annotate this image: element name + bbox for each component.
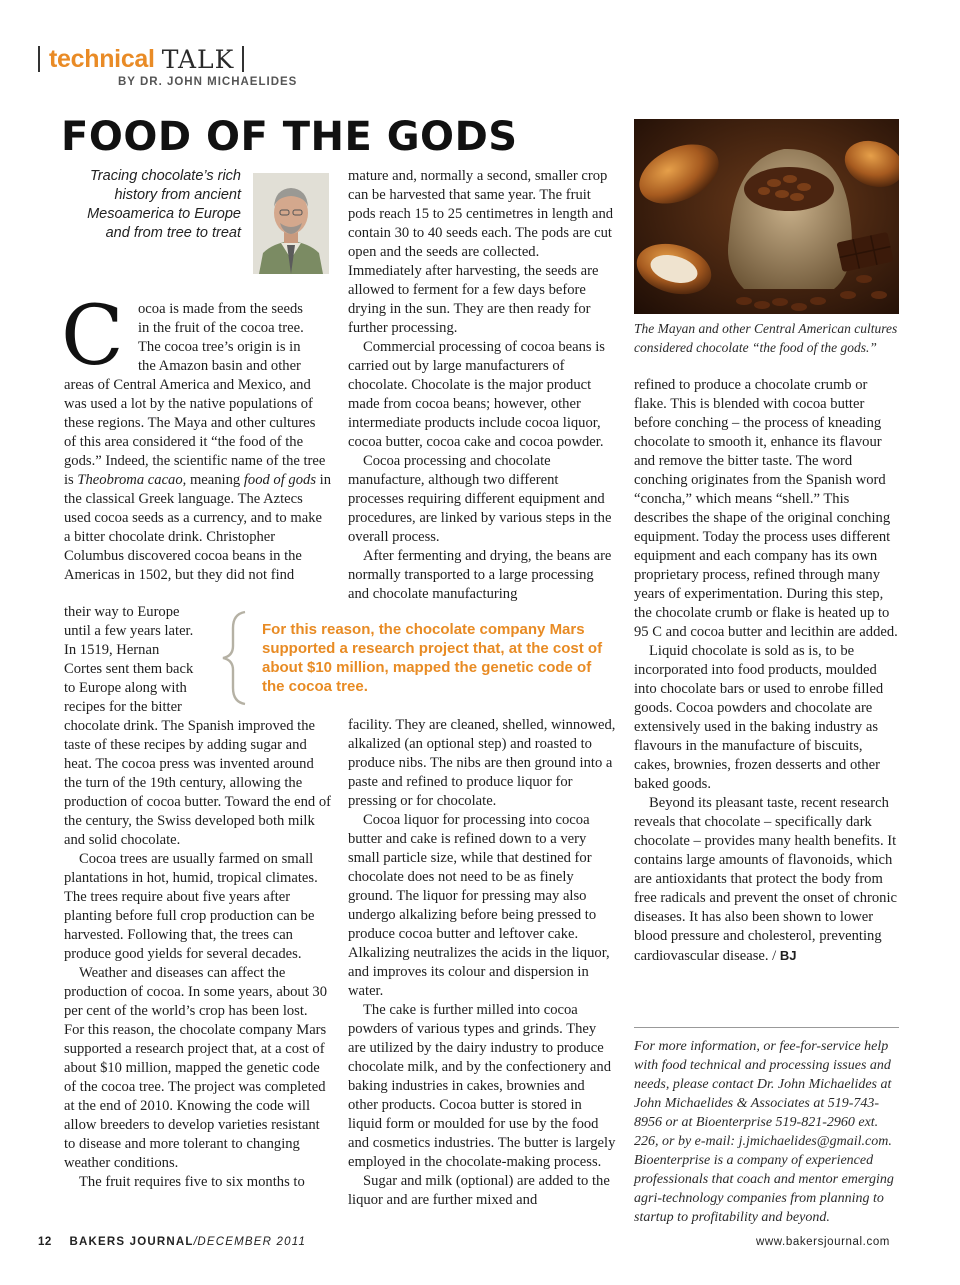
- col2-paragraph: Cocoa processing and chocolate manufacture, although two different processes requiring different equipment and procedures, are linked by various steps in the overall process.: [348, 453, 612, 545]
- col1-narrow-line: Cortes sent them back: [64, 661, 194, 677]
- col2-paragraph: mature and, normally a second, smaller crop can be harvested that same year. The fruit pods reach 15 to 25 centimetres in length and contain 30 to 40 seeds each. The pods are cut open and the seeds are collected. Immediately after harvesting, the seeds are allowed to ferment for a few days before drying in the sun. They are then ready for further processing.: [348, 168, 614, 336]
- pull-quote: For this reason, the chocolate company Mars supported a research project that, at the cost of about $10 million, mapped the genetic code of the cocoa tree.: [262, 621, 603, 695]
- col2-paragraph: Commercial processing of cocoa beans is carried out by large manufacturers of chocolate. Chocolate is the major product made from cocoa beans; however, other intermediate products include cocoa liquor, cocoa butter, cocoa cake and cocoa powder.: [348, 339, 605, 450]
- drop-cap: C: [61, 289, 124, 384]
- col2-paragraph: facility. They are cleaned, shelled, winnowed, alkalized (an optional step) and roasted to produce nibs. The nibs are then ground into a paste and refined to produce liquor for pressing or for chocolate.: [348, 717, 616, 809]
- col1-wrap-line: The cocoa tree’s origin is in: [138, 339, 301, 355]
- col1-paragraph: Cocoa trees are usually farmed on small plantations in hot, humid, tropical climates. The trees require about five years after planting before full crop production can be harvested. Following that, the trees can produce good yields for several decades.: [64, 851, 318, 962]
- col2-paragraph: After fermenting and drying, the beans are normally transported to a large processing and chocolate manufacturing: [348, 548, 612, 602]
- col2-body-top: [348, 167, 616, 604]
- col1-paragraph: Weather and diseases can affect the production of cocoa. In some years, about 30 per cent of the world’s crop has been lost. For this reason, the chocolate company Mars supported a research project that, at a cost of about $10 million, mapped the genetic code of the cocoa tree. The project was completed at the end of 2010. Knowing the code will allow breeders to develop varieties resistant to disease and more tolerant to changing weather conditions.: [64, 965, 328, 1171]
- cocoa-photo: [634, 119, 899, 314]
- col1-narrow-line: to Europe along with: [64, 680, 187, 696]
- footer-slash: /: [193, 1236, 198, 1248]
- col1-narrow-line: their way to Europe: [64, 604, 180, 620]
- rubric-left-bar: [38, 46, 40, 72]
- photo-caption: The Mayan and other Central American cultures considered chocolate “the food of the gods.”: [634, 321, 898, 355]
- pull-quote-brace: [219, 610, 251, 706]
- col1-paragraph: chocolate drink. The Spanish improved the taste of these recipes by adding sugar and heat. The cocoa press was invented around the turn of the 19th century, allowing the production of cocoa butter. Toward the end of the century, the Swiss developed both milk and solid chocolate.: [64, 718, 331, 848]
- col1-paragraph: areas of Central America and Mexico, and was used a lot by the native populations of these regions. The Maya and other cultures of this area considered it “the food of the gods.” Indeed, the scientific name of the tree is Theobroma cacao, meaning food of gods in the classical Greek language. The Aztecs used cocoa seeds as a currency, and to make a bitter chocolate drink. Christopher Columbus discovered cocoa beans in the Americas in 1502, but they did not find: [64, 377, 332, 583]
- col1-wrap-line: the Amazon basin and other: [138, 358, 301, 374]
- col1-wrap-line: in the fruit of the cocoa tree.: [138, 320, 304, 336]
- col1-body-top: [64, 376, 331, 585]
- info-divider: [634, 1027, 899, 1028]
- byline: BY DR. JOHN MICHAELIDES: [118, 76, 298, 88]
- col1-narrow-line: recipes for the bitter: [64, 699, 182, 715]
- article-deck: Tracing chocolate’s rich history from ancient Mesoamerica to Europe and from tree to treat: [87, 168, 241, 241]
- article-title: FOOD OF THE GODS: [61, 114, 518, 160]
- col2-paragraph: Cocoa liquor for processing into cocoa butter and cake is refined down to a very small particle size, while that destined for chocolate does not need to be as finely ground. The liquor for pressing may also undergo alkalizing before being pressed to produce cocoa butter and leftover cake. Alkalizing neutralizes the acids in the liquor, and improves its colour and dispersion in water.: [348, 812, 610, 999]
- page-number: 12: [38, 1236, 52, 1248]
- col3-paragraph: Liquid chocolate is sold as is, to be incorporated into food products, moulded into chocolate bars or used to enrobe filled goods. Cocoa powders and chocolate are extensively used in the baking industry as flavours in the manufacture of biscuits, cakes, brownies, frozen desserts and other baked goods.: [634, 643, 884, 792]
- page-footer-left: [38, 1236, 306, 1248]
- col3-paragraph: refined to produce a chocolate crumb or flake. This is blended with cocoa butter before conching – the process of kneading chocolate to smooth it, enhance its flavour and remove the bitter taste. The word conching originates from the Spanish word “concha,” which means “shell.” This describes the shape of the original conching equipment. Today the process uses different equipment and each company has its own proprietary process, refined through many years of experimentation. During this step, the chocolate crumb or flake is heated up to 95 C and cocoa butter and lecithin are added.: [634, 377, 898, 640]
- author-portrait: [253, 173, 329, 274]
- magazine-name: BAKERS JOURNAL: [69, 1236, 194, 1248]
- col3-paragraph: Beyond its pleasant taste, recent research reveals that chocolate – specifically dark chocolate – provides many health benefits. It contains large amounts of flavonoids, which are antioxidants that protect the body from free radicals and prevent the onset of chronic diseases. It has also been shown to lower blood pressure and cholesterol, preventing cardiovascular disease. / BJ: [634, 795, 897, 964]
- issue-date: DECEMBER 2011: [197, 1236, 307, 1248]
- col2-paragraph: The cake is further milled into cocoa powders of various types and grinds. They are utilized by the dairy industry to produce chocolate milk, and by the confectionery and baking industries in cakes, brownies and other products. Cocoa butter is stored in liquid form or moulded for use by the food and cosmetics industries. The butter is largely employed in the chocolate-making process.: [348, 1002, 616, 1170]
- col1-narrow-line: In 1519, Hernan: [64, 642, 160, 658]
- section-rubric: [38, 44, 244, 74]
- rubric-main: TALK: [161, 44, 235, 74]
- col2-paragraph: Sugar and milk (optional) are added to the liquor and are further mixed and: [348, 1173, 610, 1208]
- col1-wrap-line: ocoa is made from the seeds: [138, 301, 303, 317]
- rubric-right-bar: [242, 46, 244, 72]
- website-link[interactable]: www.bakersjournal.com: [755, 1236, 890, 1248]
- contact-info: For more information, or fee-for-service help with food technical and processing issues and needs, please contact Dr. John Michaelides at John Michaelides & Associates at 519-743-8956 or at Bioenterprise 519-821-2960 ext. 226, or by e-mail: j.jmichaelides@gmail.com. Bioenterprise is a company of experienced professionals that coach and mentor emerging agri-technology companies from planning to startup to profitability and beyond.: [634, 1039, 894, 1225]
- col1-body-bottom: [64, 717, 331, 1192]
- col2-body-bottom: [348, 716, 616, 1210]
- col1-narrow-line: until a few years later.: [64, 623, 194, 639]
- col1-paragraph: The fruit requires five to six months to: [79, 1174, 305, 1190]
- col3-body: [634, 376, 902, 966]
- rubric-accent: technical: [49, 44, 155, 73]
- sign-off: BJ: [779, 948, 797, 963]
